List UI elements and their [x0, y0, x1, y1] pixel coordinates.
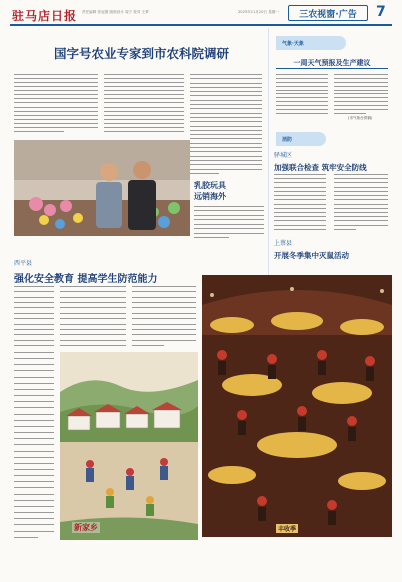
painting-new-hometown: [60, 352, 198, 540]
weather-text: [334, 74, 388, 114]
ribbon-fire-label: 消防: [282, 136, 293, 143]
photo-caption-text: [194, 206, 264, 238]
yucheng-kicker: 上蔡县: [274, 240, 293, 247]
main-headline: 国字号农业专家到市农科院调研: [53, 46, 229, 61]
painting-harvest-season: [202, 275, 392, 537]
fire-text: [274, 174, 326, 230]
masthead: 驻马店日报: [12, 9, 78, 23]
fire-title: 加强联合检查 筑牢安全防线: [274, 163, 367, 172]
ribbon-weather: [276, 36, 346, 50]
weather-source: (市气象台供稿): [348, 116, 373, 120]
photo-title-line: 远销海外: [194, 191, 226, 201]
main-article-text: [190, 74, 262, 174]
main-article-text: [14, 74, 98, 132]
photo-caption-title: [194, 180, 254, 202]
fire-text: [334, 174, 388, 230]
photo-title-line: 乳胶玩具: [194, 180, 226, 190]
safety-text: [14, 286, 54, 346]
safety-text: [132, 286, 196, 346]
winter-title: 开展冬季集中灭鼠活动: [274, 251, 349, 260]
safety-headline: 强化安全教育 提高学生防范能力: [14, 274, 158, 285]
ribbon-fire: [276, 132, 326, 146]
header-date: 2025年11月20日 星期一: [238, 10, 279, 14]
news-photo: [14, 140, 190, 236]
weather-text: [276, 74, 328, 114]
fire-kicker: 驿城区: [274, 152, 293, 159]
ribbon-weather-label: 气象·天象: [282, 40, 304, 47]
page-number: 7: [376, 4, 386, 20]
safety-text: [14, 352, 54, 538]
safety-kicker: 西平县: [14, 260, 33, 267]
section-label: 三农视窗·广告: [288, 5, 368, 21]
main-article-text: [104, 74, 184, 132]
weather-title: 一周天气预报及生产建议: [293, 58, 371, 67]
weather-rule: [276, 68, 388, 69]
header-rule: [10, 24, 392, 26]
safety-text: [60, 286, 126, 346]
header-editor-info: 责任编辑 张冠德 版面设计 周宁 校对 王梦: [82, 10, 149, 14]
painting-caption: 新家乡: [74, 522, 98, 532]
painting-caption: 丰收季: [278, 526, 297, 533]
